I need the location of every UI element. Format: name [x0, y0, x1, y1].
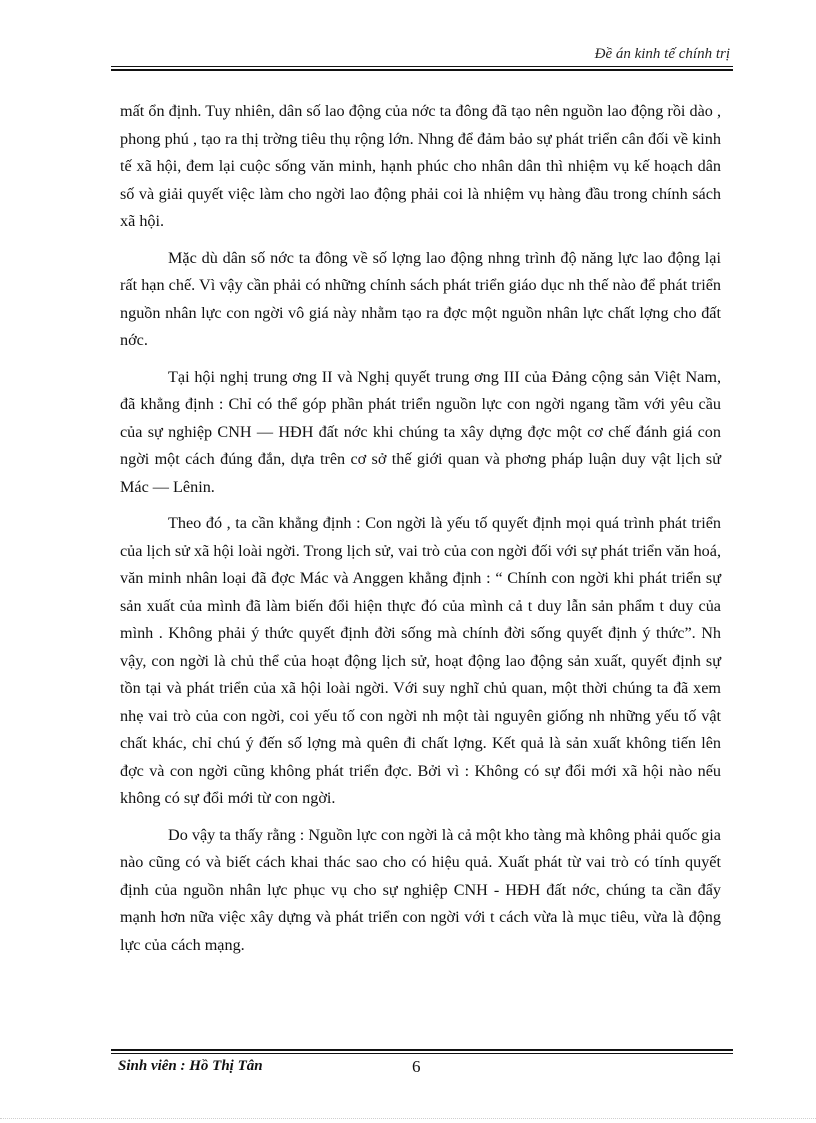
paragraph-3: Tại hội nghị trung ơng II và Nghị quyết trung ơng III của Đảng cộng sản Việt Nam, đã khẳng định : Chỉ có thể góp phần phát triển nguồn lực con ngời ngang tầm với yêu cầu của sự nghiệp CNH — HĐH đất nớc khi chúng ta xây dựng đợc một cơ chế đánh giá con ngời một cách đúng đắn, dựa trên cơ sở thế giới quan và phơng pháp luận duy vật lịch sử Mác — Lênin.	[120, 367, 721, 496]
document-header-title: Đề án kinh tế chính trị	[594, 46, 730, 62]
page-number: 6	[412, 1057, 421, 1076]
header-rule-thick	[111, 69, 733, 71]
header-rule-thin	[111, 66, 733, 67]
paragraph-4: Theo đó , ta cần khẳng định : Con ngời là yếu tố quyết định mọi quá trình phát triển của lịch sử xã hội loài ngời. Trong lịch sử, vai trò của con ngời đối với sự phát triển văn hoá, văn minh nhân loại đã đợc Mác và Anggen khẳng định : “ Chính con ngời khi phát triển sự sản xuất của mình đã làm biến đổi hiện thực đó của mình cả t duy lẫn sản phẩm t duy của mình . Không phải ý thức quyết định đời sống mà chính đời sống quyết định ý thức”. Nh vậy, con ngời là chủ thể của hoạt động lịch sử, hoạt động lao động sản xuất, quyết định sự tồn tại và phát triển của xã hội loài ngời. Với suy nghĩ chủ quan, một thời chúng ta đã xem nhẹ vai trò của con ngời, coi yếu tố con ngời nh một tài nguyên giống nh những yếu tố vật chất khác, chỉ chú ý đến số lợng mà quên đi chất lợng. Kết quả là sản xuất không tiến lên đợc và con ngời cũng không phát triển đợc. Bởi vì : Không có sự đổi mới xã hội nào nếu không có sự đổi mới từ con ngời.	[120, 514, 721, 807]
footer-author: Sinh viên : Hồ Thị Tân	[118, 1058, 263, 1074]
document-body	[120, 98, 721, 968]
paragraph-5: Do vậy ta thấy rằng : Nguồn lực con ngời là cả một kho tàng mà không phải quốc gia nào cũng có và biết cách khai thác sao cho có hiệu quả. Xuất phát từ vai trò có tính quyết định của nguồn nhân lực phục vụ cho sự nghiệp CNH - HĐH đất nớc, chúng ta cần đẩy mạnh hơn nữa việc xây dựng và phát triển con ngời với t cách vừa là mục tiêu, vừa là động lực của cách mạng.	[120, 825, 721, 954]
paragraph-1: mất ổn định. Tuy nhiên, dân số lao động của nớc ta đông đã tạo nên nguồn lao động rồi dào , phong phú , tạo ra thị trờng tiêu thụ rộng lớn. Nhng để đảm bảo sự phát triển cân đối về kinh tế xã hội, đem lại cuộc sống văn minh, hạnh phúc cho nhân dân thì nhiệm vụ kế hoạch dân số và giải quyết việc làm cho ngời lao động phải coi là nhiệm vụ hàng đầu trong chính sách xã hội.	[120, 102, 721, 230]
paragraph-2: Mặc dù dân số nớc ta đông về số lợng lao động nhng trình độ năng lực lao động lại rất hạn chế. Vì vậy cần phải có những chính sách phát triển giáo dục nh thế nào để phát triển nguồn nhân lực con ngời vô giá này nhằm tạo ra đợc một nguồn nhân lực chất lợng cho đất nớc.	[120, 248, 721, 349]
footer-rule-thick	[111, 1049, 733, 1051]
footer-rule-thin	[111, 1053, 733, 1054]
page-edge-divider	[0, 1118, 816, 1119]
